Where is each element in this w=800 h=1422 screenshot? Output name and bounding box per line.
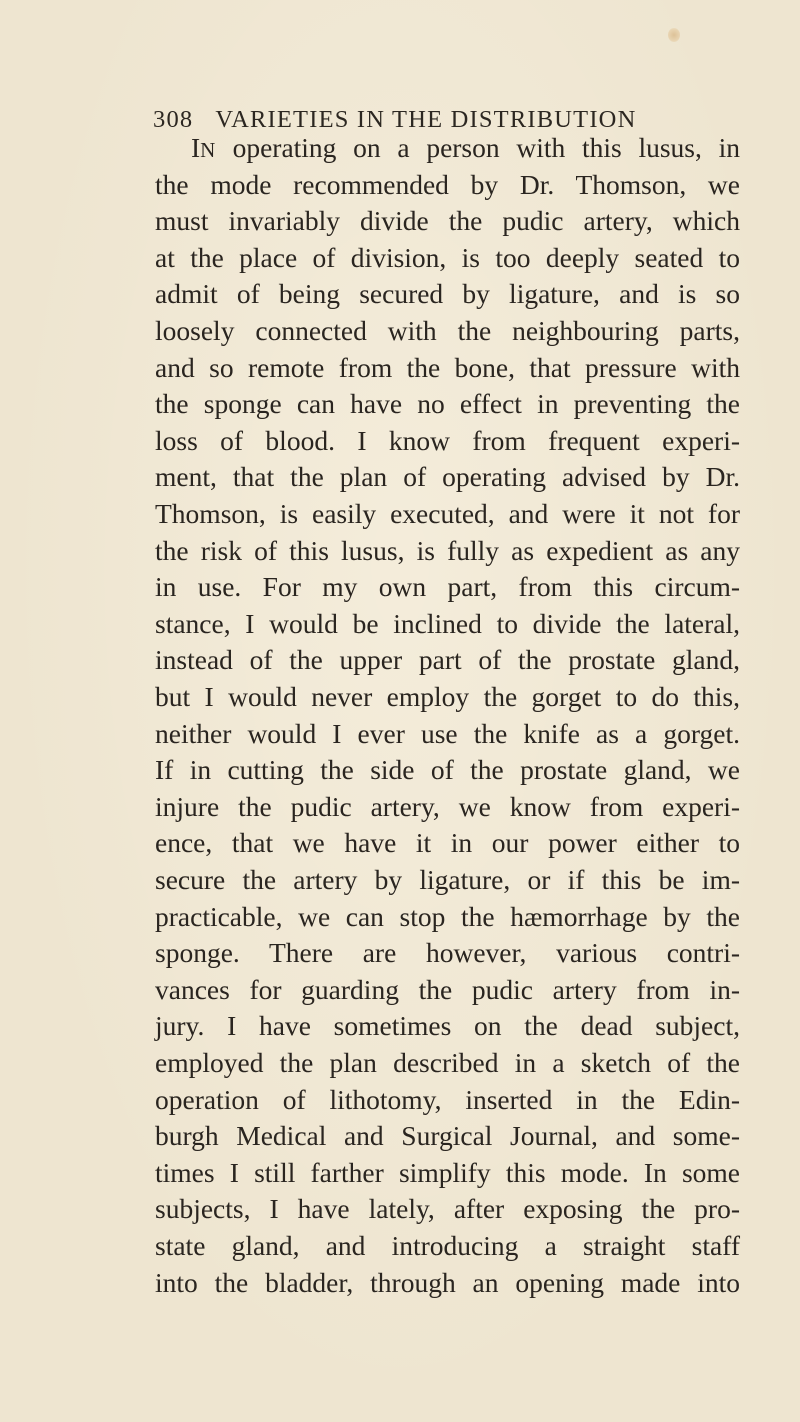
text-line: injure the pudic artery, we know from experi-: [155, 790, 740, 822]
paper-stain: [668, 28, 680, 42]
text-line: employed the plan described in a sketch of the: [155, 1047, 740, 1078]
text-line: ment, that the plan of operating advised by Dr.: [155, 461, 740, 493]
text-line: operation of lithotomy, inserted in the Edin-: [155, 1083, 740, 1115]
text-line: Thomson, is easily executed, and were it not for: [155, 498, 740, 529]
text-line: jury. I have sometimes on the dead subject,: [155, 1010, 740, 1042]
text-line: neither would I ever use the knife as a gorget.: [155, 717, 740, 749]
text-line: and so remote from the bone, that pressure with: [155, 351, 740, 383]
text-line: into the bladder, through an opening made into: [155, 1266, 740, 1298]
text-line: the sponge can have no effect in preventing the: [155, 388, 740, 420]
text-line: loss of blood. I know from frequent experi-: [155, 424, 740, 456]
text-line: secure the artery by ligature, or if this be im-: [155, 864, 740, 895]
running-head-title: VARIETIES IN THE DISTRIBUTION: [215, 106, 637, 133]
text-line: instead of the upper part of the prostate gland,: [155, 644, 740, 676]
text-line: times I still farther simplify this mode. In some: [155, 1156, 740, 1188]
text-line: but I would never employ the gorget to do this,: [155, 681, 740, 712]
text-line: stance, I would be inclined to divide the lateral,: [155, 607, 740, 639]
text-line: state gland, and introducing a straight staff: [155, 1230, 740, 1261]
text-line: the mode recommended by Dr. Thomson, we: [155, 168, 740, 200]
opening-small-caps: N: [200, 138, 216, 162]
text-line: practicable, we can stop the hæmorrhage by the: [155, 900, 740, 932]
text-line: loosely connected with the neighbouring parts,: [155, 315, 740, 346]
text-line: in use. For my own part, from this circum-: [155, 571, 740, 603]
text-line: the risk of this lusus, is fully as expedient as any: [155, 534, 740, 566]
text-line: IN operating on a person with this lusus, in: [191, 132, 740, 163]
text-line: If in cutting the side of the prostate gland, we: [155, 754, 740, 786]
text-line: at the place of division, is too deeply seated to: [155, 241, 740, 273]
text-line: ence, that we have it in our power either to: [155, 827, 740, 859]
text-line: burgh Medical and Surgical Journal, and some-: [155, 1120, 740, 1152]
opening-initial: I: [191, 132, 201, 163]
text-line: admit of being secured by ligature, and is so: [155, 278, 740, 310]
text-line: vances for guarding the pudic artery from in-: [155, 973, 740, 1005]
text-line: subjects, I have lately, after exposing the pro-: [155, 1193, 740, 1225]
page-number: 308: [153, 106, 194, 133]
text-line: must invariably divide the pudic artery, which: [155, 205, 740, 237]
text-line: sponge. There are however, various contri-: [155, 937, 740, 969]
